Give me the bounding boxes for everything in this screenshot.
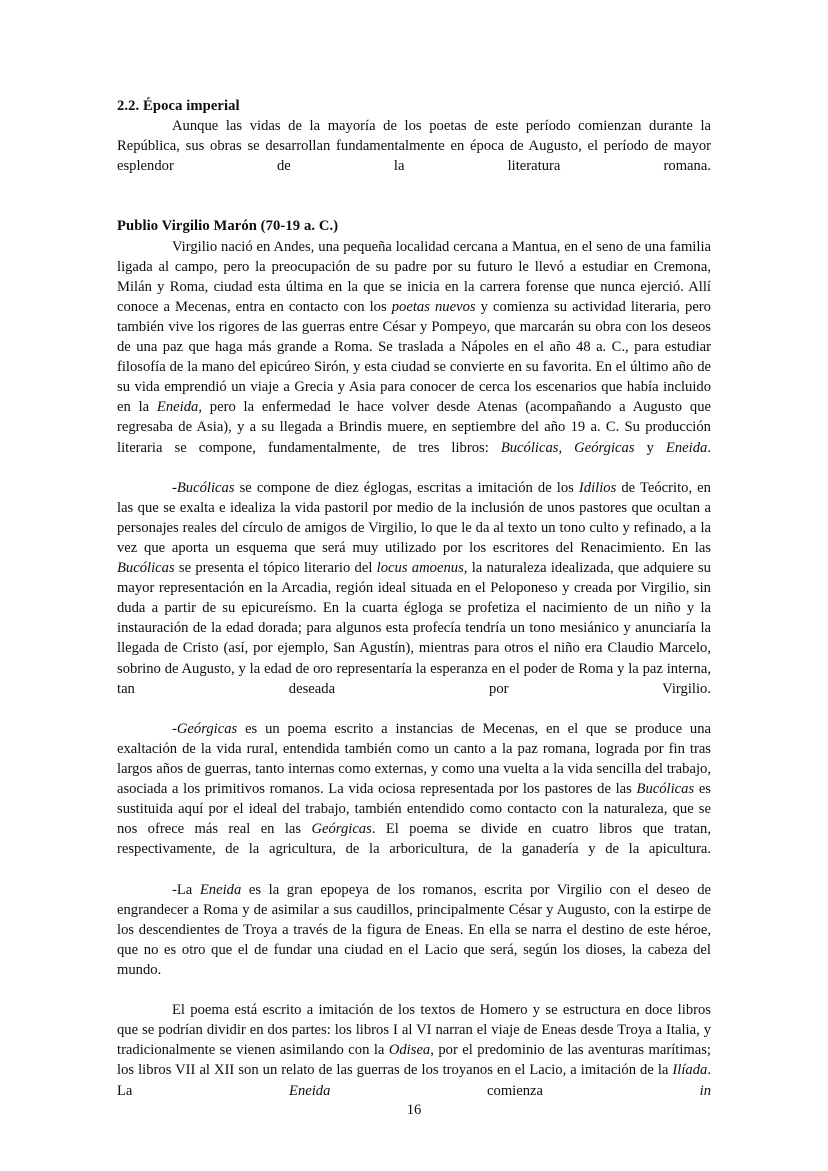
paragraph: Virgilio nació en Andes, una pequeña localidad cercana a Mantua, en el seno de una familia ligada al campo, pero la preocupación de su padre por su futuro le llevó a estudiar en Cremona, Milán y Roma, ciudad esta última en la que se inicia en la carrera forense que nunca ejerció. Allí conoce a Mecenas, entra en contacto con los poetas nuevos y comienza su actividad literaria, pero también vive los rigores de las guerras entre César y Pompeyo, que marcarán su obra con los deseos de una paz que haga más grande a Roma. Se traslada a Nápoles en el año 48 a. C., para estudiar filosofía de la mano del epicúreo Sirón, y esta ciudad se convierte en su favorita. En el último año de su vida emprendió un viaje a Grecia y Asia para conocer de cerca los escenarios que había incluido en la Eneida, pero la enfermedad le hace volver desde Atenas (acompañando a Augusto que regresaba de Asia), y a su llegada a Brindis muere, en septiembre del año 19 a. C. Su producción literaria se compone, fundamentalmente, de tres libros: Bucólicas, Geórgicas y Eneida. (117, 238, 711, 456)
section-heading-epoca-imperial: 2.2. Época imperial (117, 98, 240, 114)
page-content (117, 96, 711, 1121)
italic-title: Eneida (199, 881, 242, 898)
paragraph: El poema está escrito a imitación de los textos de Homero y se estructura en doce libros que se podrían dividir en dos partes: los libros I al VI narran el viaje de Eneas desde Troya a Italia, y tradicionalmente se vienen asimilando con la Odisea, por el predominio de las aventuras marítimas; los libros VII al XII son un relato de las guerras de los troyanos en el Lacio, a imitación de la Ilíada. La Eneida comienza in (117, 1002, 711, 1099)
italic-title: Eneida (156, 399, 199, 416)
italic-title: poetas nuevos (391, 298, 476, 315)
page-number: 16 (406, 1102, 422, 1118)
italic-title: Eneida (665, 439, 708, 456)
paragraph: -Bucólicas se compone de diez églogas, escritas a imitación de los Idilios de Teócrito, en las que se exalta e idealiza la vida pastoril por medio de la inclusión de unos pastores que ocultan a personajes reales del círculo de amigos de Virgilio, lo que le da al texto un tono culto y refinado, a la vez que aporta un esquema que será muy utilizado por los escritores del Renacimiento. En las Bucólicas se presenta el tópico literario del locus amoenus, la naturaleza idealizada, que adquiere su mayor representación en la Arcadia, región ideal situada en el Peloponeso y creada por Virgilio, sin duda a partir de su epicureísmo. En la cuarta égloga se profetiza el nacimiento de un niño y la instauración de la edad dorada; para algunos esta profecía tendría un tono mesiánico y anunciaría la llegada de Cristo (así, por ejemplo, San Agustín), mientras para otros el niño era Claudio Marcelo, sobrino de Augusto, y la edad de oro representaría la esperanza en el poder de Roma y la paz interna, tan deseada por Virgilio. (117, 479, 711, 697)
italic-title: Odisea (388, 1042, 431, 1059)
italic-title: in (699, 1082, 711, 1099)
italic-title: Ilíada (672, 1062, 708, 1079)
italic-title: Eneida (289, 1082, 331, 1099)
sub-heading-publio-virgilio-maron: Publio Virgilio Marón (70-19 a. C.) (117, 218, 339, 235)
italic-title: Geórgicas (574, 439, 635, 456)
italic-title: Bucólicas (117, 560, 175, 577)
italic-title: Bucólicas (500, 439, 559, 456)
italic-title: locus amoenus (376, 560, 464, 577)
italic-title: Geórgicas (176, 720, 238, 737)
paragraph: -La Eneida es la gran epopeya de los romanos, escrita por Virgilio con el deseo de engrandecer a Roma y de asimilar a sus caudillos, principalmente César y Augusto, con la estirpe de los descendientes de Troya a través de la figura de Eneas. En ella se narra el destino de este héroe, que no es otro que el de fundar una ciudad en el Lacio que será, según los dioses, la cabeza del mundo. (117, 881, 711, 978)
italic-title: Idilios (578, 479, 617, 496)
italic-title: Bucólicas (636, 781, 695, 798)
paragraph: -Geórgicas es un poema escrito a instancias de Mecenas, en el que se produce una exaltación de la vida rural, entendida también como un canto a la paz romana, lograda por fin tras largos años de guerras, tanto internas como externas, y como una vuelta a la vida sencilla del trabajo, asociada a los primitivos romanos. La vida ociosa representada por los pastores de las Bucólicas es sustituida aquí por el ideal del trabajo, también entendido como contacto con la naturaleza, que se nos ofrece más real en las Geórgicas. El poema se divide en cuatro libros que tratan, respectivamente, de la agricultura, de la arboricultura, de la ganadería y de la apicultura. (117, 720, 711, 858)
italic-title: Bucólicas (176, 479, 235, 496)
paragraph: Aunque las vidas de la mayoría de los poetas de este período comienzan durante la República, sus obras se desarrollan fundamentalmente en época de Augusto, el período de mayor esplendor de la literatura romana. (117, 118, 711, 175)
italic-title: Geórgicas (311, 821, 372, 838)
